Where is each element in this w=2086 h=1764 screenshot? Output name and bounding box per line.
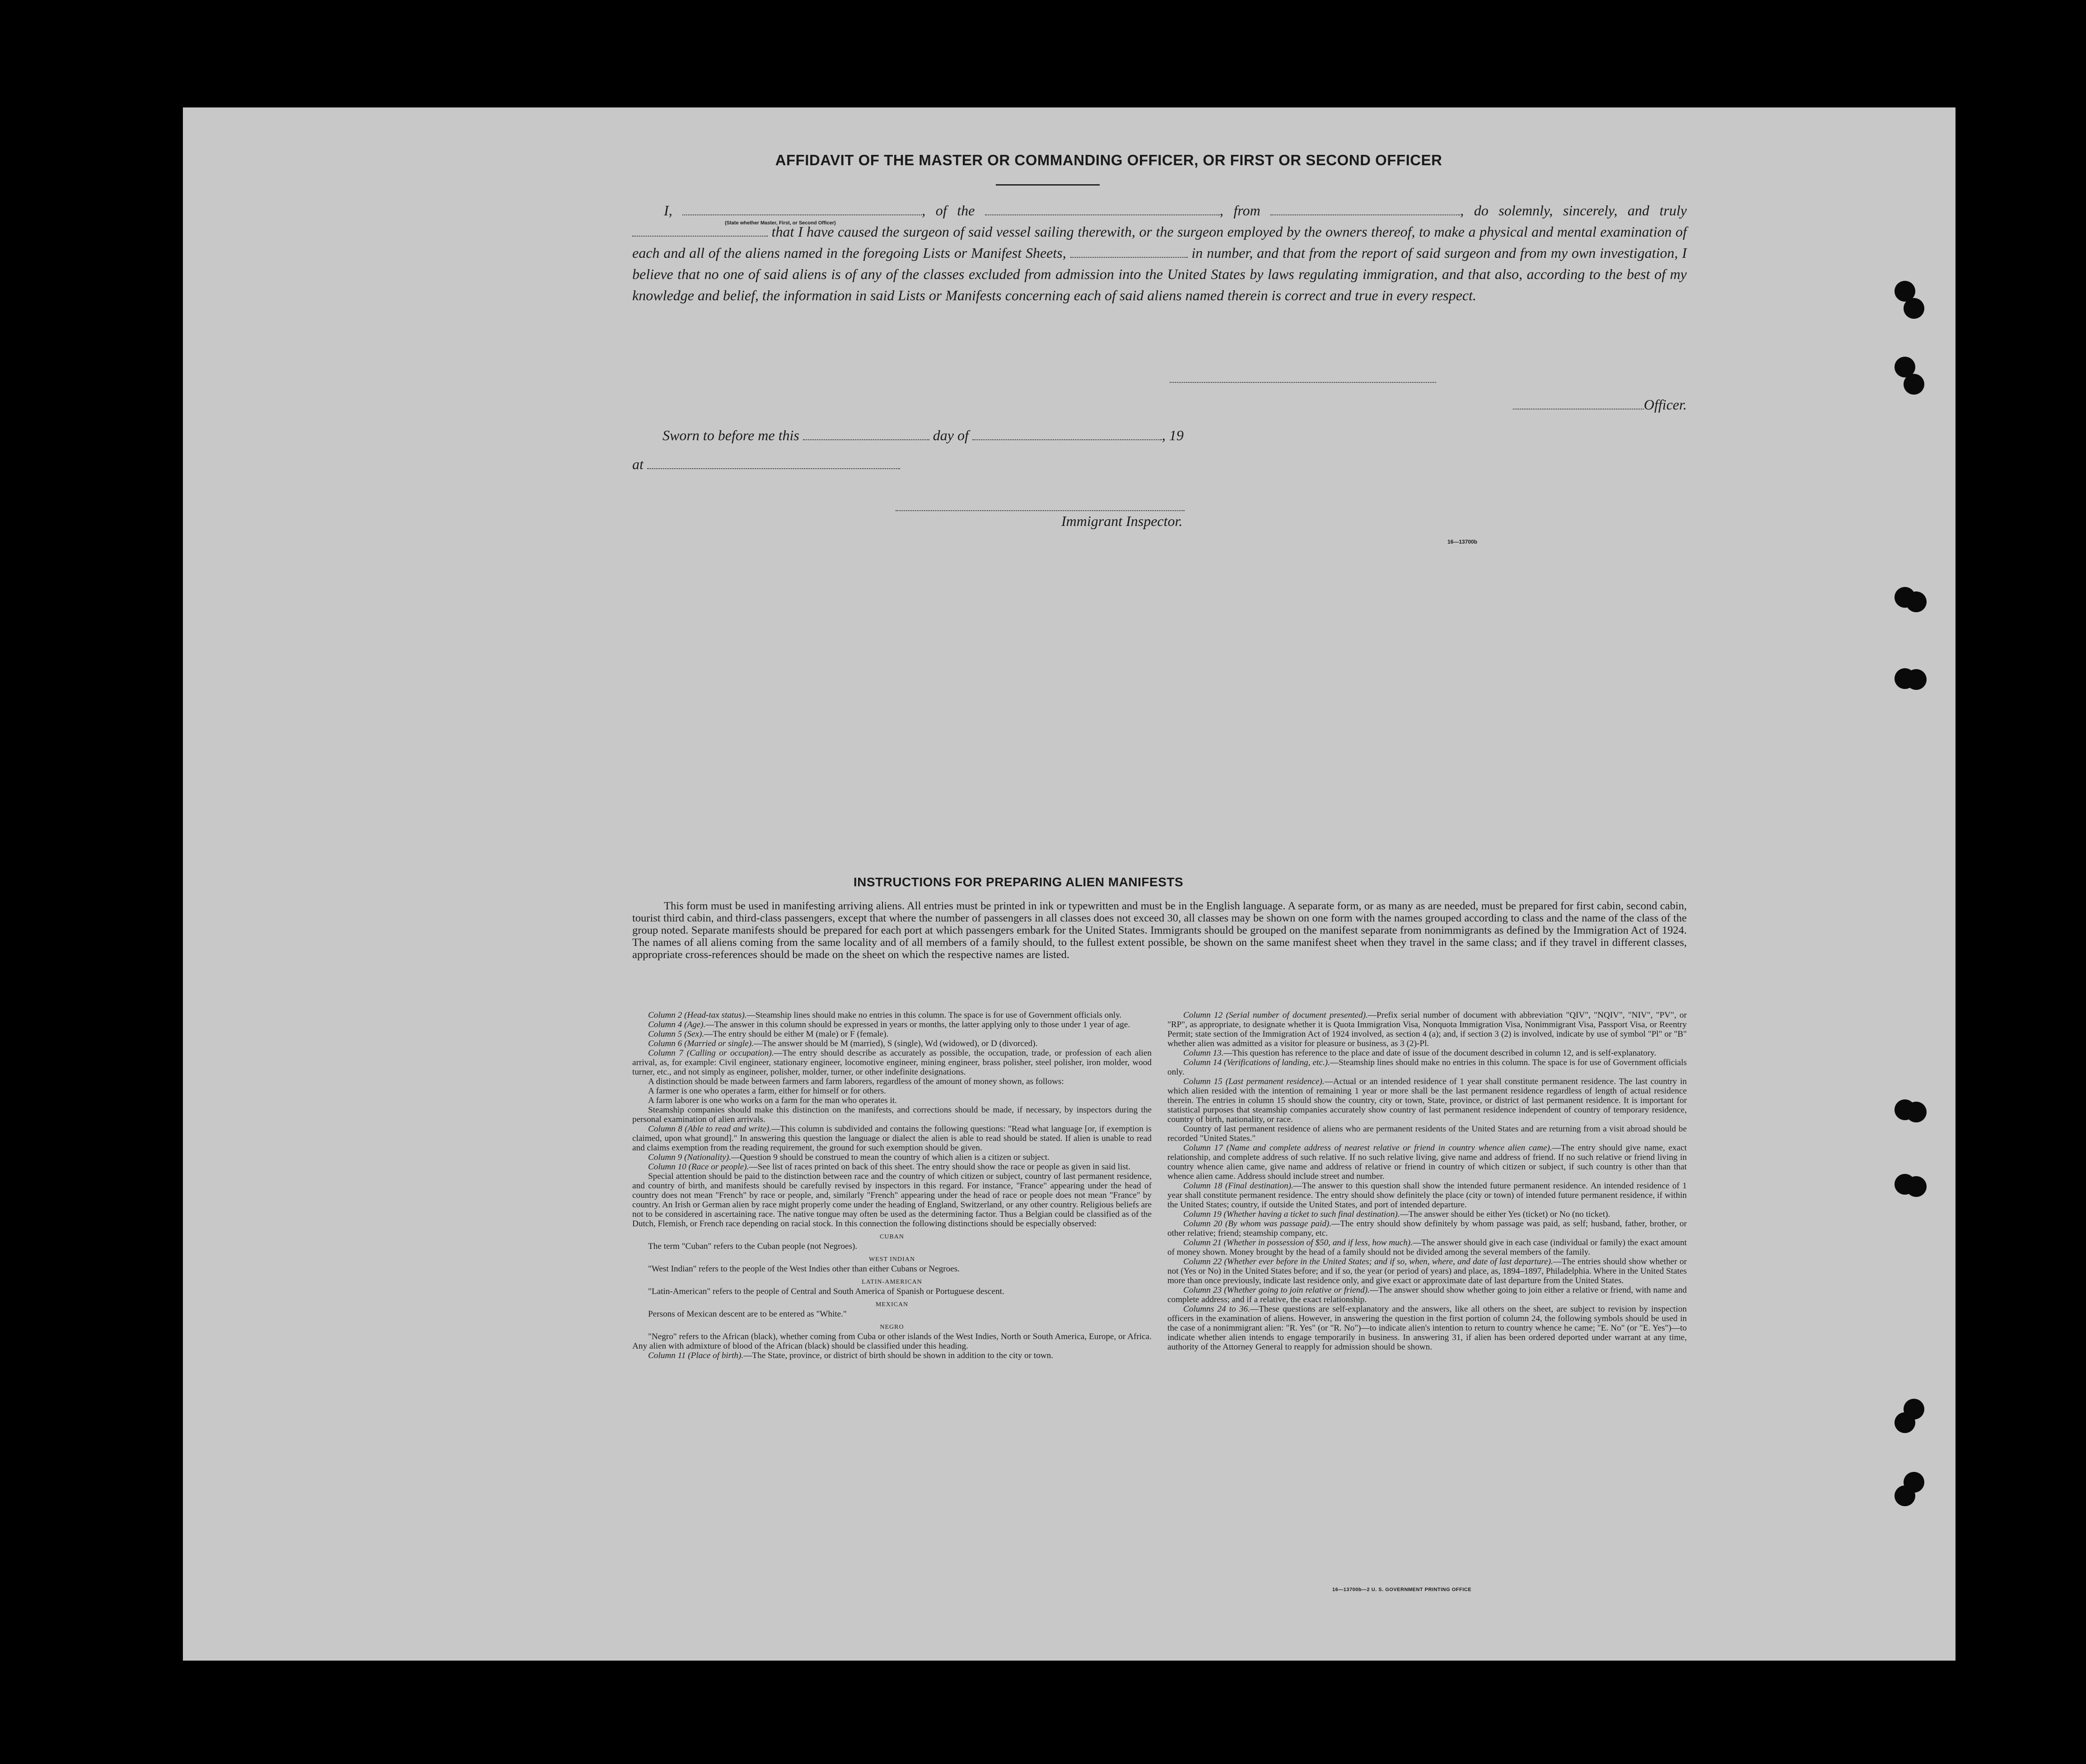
punch-hole [1906, 669, 1927, 690]
sworn-label: Sworn to before me this [663, 427, 799, 443]
affidavit-title: AFFIDAVIT OF THE MASTER OR COMMANDING OFFICER, OR FIRST OR SECOND OFFICER [775, 152, 1442, 168]
distinction-paragraph: A distinction should be made between farmers and farm laborers, regardless of the amount of money shown, as follows: [648, 1077, 1064, 1086]
column-22-entry: Column 22 (Whether ever before in the United States; and if so, when, where, and date of last departure).—The entries should show whether or not (Yes or No) in the United States before; and if so, the year (or period of years) and place, as, 1894–1897, Philadelphia. Where in the United States more than once previously, indicate last residence only, and give exact or approximate date of last departure from the United States. [1167, 1257, 1687, 1285]
column-19-entry: Column 19 (Whether having a ticket to such final destination).—The answer should be either Yes (ticket) or No (no ticket). [1183, 1210, 1610, 1219]
cuban-definition: The term "Cuban" refers to the Cuban people (not Negroes). [648, 1242, 858, 1251]
punch-hole [1906, 591, 1927, 612]
officer-name-blank[interactable] [682, 203, 922, 215]
signature-line[interactable] [1170, 382, 1436, 383]
column-6-entry: Column 6 (Married or single).—The answer should be M (married), S (single), Wd (widowed), or D (divorced). [648, 1039, 1038, 1048]
day-of-label: day of [933, 427, 969, 443]
steamship-paragraph: Steamship companies should make this distinction on the manifests, and corrections should be made, if necessary, by inspectors during the personal examination of alien arrivals. [632, 1105, 1152, 1124]
rank-blank[interactable] [632, 224, 768, 237]
instructions-title: INSTRUCTIONS FOR PREPARING ALIEN MANIFESTS [853, 875, 1184, 889]
punch-hole [1906, 1102, 1927, 1122]
heading-latin-american: LATIN-AMERICAN [862, 1279, 922, 1285]
column-4-entry: Column 4 (Age).—The answer in this column should be expressed in years or months, the latter applying only to those under 1 year of age. [648, 1020, 1130, 1029]
affidavit-word-i: I, [664, 202, 672, 219]
column-18-entry: Column 18 (Final destination).—The answer to this question shall show the intended future permanent residence. An intended residence of 1 year shall constitute permanent residence. The entry should show definitely the place (city or town) of intended future permanent residence, if within the United States; country, if outside the United States, and port of intended departure. [1167, 1181, 1687, 1210]
column-21-entry: Column 21 (Whether in possession of $50, and if less, how much).—The answer should give in each case (individual or family) the exact amount of money shown. Money brought by the head of a family should not be divided among the several members of the family. [1167, 1238, 1687, 1257]
vessel-name-blank[interactable] [985, 203, 1220, 215]
column-8-entry: Column 8 (Able to read and write).—This column is subdivided and contains the following questions: "Read what language [or, if exemption is claimed, upon what ground]." In answering this question the language or dialect the alien is able to read should be stated. If alien is unable to read and claims exemption from the reading requirement, the ground for such exemption should be given. [632, 1124, 1152, 1153]
affidavit-text-surgeon: that I have caused the surgeon of said vessel sailing therewith, or the surgeon employed by the owners thereof, to make a physical and mental examination of each and all of the aliens named in the foregoing Lists or Manifest Sheets, [632, 223, 1687, 261]
affidavit-word-do: , do [1460, 202, 1489, 219]
latin-american-definition: "Latin-American" refers to the people of Central and South America of Spanish or Portuguese descent. [648, 1287, 1004, 1296]
alien-count-blank[interactable] [1070, 245, 1188, 258]
column-5-entry: Column 5 (Sex).—The entry should be either M (male) or F (female). [648, 1029, 889, 1039]
column-7-entry: Column 7 (Calling or occupation).—The entry should describe as accurately as possible, the occupation, trade, or profession of each alien arrival, as, for example: Civil engineer, stationary engineer, locomotive engineer, mining engineer, brass polisher, steel polisher, iron molder, wood turner, etc., and not simply as engineer, polisher, molder, turner, or other indefinite designations. [632, 1048, 1152, 1077]
sworn-row [663, 427, 1475, 444]
form-number: 16—13700b [1447, 539, 1478, 545]
farmer-paragraph: A farmer is one who operates a farm, either for himself or for others. [648, 1086, 886, 1096]
heading-cuban: CUBAN [879, 1233, 904, 1240]
farm-laborer-paragraph: A farm laborer is one who works on a farm for the man who operates it. [648, 1096, 897, 1105]
country-residence-paragraph: Country of last permanent residence of aliens who are permanent residents of the United States and are returning from a visit abroad should be recorded "United States." [1167, 1124, 1687, 1143]
intro-paragraph: This form must be used in manifesting arriving aliens. All entries must be printed in ink or typewritten and must be in the English language. A separate form, or as many as are needed, must be prepared for first cabin, second cabin, tourist third cabin, and third-class passengers, except that where the number of passengers in all classes does not exceed 30, all classes may be shown on one form with the names grouped according to class and the name of the class of the group noted. Separate manifests should be prepared for each port at which passengers embark for the United States. Immigrants should be grouped on the manifest separate from nonimmigrants as defined by the Immigration Act of 1924. The names of all aliens coming from the same locality and of all members of a family should, to the fullest extent possible, be shown on the same manifest sheet when they travel in the same class; and if they travel in different classes, appropriate cross-references should be made on the sheet on which the respective names are listed. [632, 900, 1687, 961]
negro-definition: "Negro" refers to the African (black), whether coming from Cuba or other islands of the West Indies, North or South America, Europe, or Africa. Any alien with admixture of blood of the African (black) should be classified under this heading. [632, 1332, 1152, 1351]
year-label: , 19 [1162, 427, 1184, 443]
column-12-entry: Column 12 (Serial number of document presented).—Prefix serial number of document with abbreviation "QIV", "NQIV", "NIV", "PV", or "RP", as appropriate, to designate whether it is Quota Immigration Visa, Nonquota Immigration Visa, Nonimmigrant Visa, Passport Visa, or Reentry Permit; state section of the Immigration Act of 1924 involved, as section 4 (a); and, if section 3 (2) is involved, indicate by use of symbol "Pl" or "B" whether alien was admitted as a visitor for pleasure or business, as 3 (2)-Pl. [1167, 1010, 1687, 1048]
port-from-blank[interactable] [1270, 203, 1460, 215]
affidavit-text-conclusion: in number, and that from the report of said surgeon and from my own investigation, I believe that no one of said aliens is of any of the classes excluded from admission into the United States by laws regulating immigration, and that also, according to the best of my knowledge and belief, the information in said Lists or Manifests concerning each of said aliens named therein is correct and true in every respect. [632, 245, 1687, 303]
officer-row [1323, 396, 1687, 413]
instructions-intro [632, 900, 1687, 961]
heading-negro: NEGRO [880, 1324, 904, 1331]
sworn-month-blank[interactable] [972, 428, 1162, 440]
west-indian-definition: "West Indian" refers to the people of the West Indies other than either Cubans or Negroes. [648, 1264, 960, 1274]
column-9-entry: Column 9 (Nationality).—Question 9 should be construed to mean the country of which alien is a citizen or subject. [648, 1153, 1050, 1162]
document-sheet [183, 107, 1955, 1661]
column-14-entry: Column 14 (Verifications of landing, etc.).—Steamship lines should make no entries in this column. The space is for use of Government officials only. [1167, 1058, 1687, 1077]
instructions-right-column [1167, 1010, 1687, 1352]
sworn-day-blank[interactable] [803, 428, 929, 440]
sworn-place-blank[interactable] [647, 456, 900, 469]
heading-west-indian: WEST INDIAN [868, 1256, 915, 1263]
column-15-entry: Column 15 (Last permanent residence).—Actual or an intended residence of 1 year shall constitute permanent residence. The last country in which alien resided with the intention of remaining 1 year or more shall be the last permanent residence regardless of length of actual residence therein. The entries in column 15 should show the country, city or town, State, province, or district of last permanent residence. It is important for statistical purposes that steamship companies accurately show country of last permanent residence independent of country of temporary residence, country of birth, nationality, or race. [1167, 1077, 1687, 1124]
column-23-entry: Column 23 (Whether going to join relative or friend).—The answer should show whether going to join either a relative or friend, with name and complete address; and if a relative, the exact relationship. [1167, 1285, 1687, 1304]
mexican-definition: Persons of Mexican descent are to be entered as "White." [648, 1309, 847, 1319]
column-10-entry: Column 10 (Race or people).—See list of races printed on back of this sheet. The entry should show the race or people as given in said list. [648, 1162, 1131, 1172]
inspector-signature-line[interactable] [896, 510, 1185, 511]
officer-title-blank[interactable] [1513, 397, 1644, 410]
column-11-entry: Column 11 (Place of birth).—The State, province, or district of birth should be shown in addition to the city or town. [648, 1351, 1054, 1360]
title-underline [996, 184, 1100, 186]
punch-hole [1904, 298, 1924, 319]
column-13-entry: Column 13.—This question has reference to the place and date of issue of the document described in column 12, and is self-explanatory. [1183, 1048, 1657, 1058]
punch-hole [1904, 374, 1924, 395]
punch-hole [1895, 1412, 1915, 1433]
inspector-label: Immigrant Inspector. [1061, 513, 1183, 529]
officer-label: Officer. [1643, 396, 1687, 413]
footer-form-number: 16—13700b—2 U. S. GOVERNMENT PRINTING OFFICE [1332, 1587, 1472, 1592]
affidavit-word-of-the: , of the [922, 202, 975, 219]
instructions-left-column [632, 1010, 1152, 1360]
at-row [632, 456, 994, 473]
punch-hole [1906, 1176, 1927, 1197]
affidavit-word-solemnly: solemnly, sincerely, and truly [1498, 202, 1687, 219]
column-20-entry: Column 20 (By whom was passage paid).—The entry should show definitely by whom passage was paid, as self; husband, father, brother, or other relative; friend; steamship company, etc. [1167, 1219, 1687, 1238]
column-2-entry: Column 2 (Head-tax status).—Steamship lines should make no entries in this column. The space is for use of Government officials only. [648, 1010, 1122, 1020]
rank-caption: (State whether Master, First, or Second Officer) [725, 220, 836, 226]
at-label: at [632, 456, 644, 472]
heading-mexican: MEXICAN [875, 1301, 909, 1308]
race-distinction-paragraph: Special attention should be paid to the distinction between race and the country of which citizen or subject, country of last permanent residence, and country of birth, and manifests should be carefully revised by inspectors in this regard. For instance, "France" appearing under the head of country does not mean "French" by race or people, and, similarly "French" appearing under the head of race or people does not mean "France" by country. An Irish or German alien by race might properly come under the heading of England, Switzerland, or any other country. Religious beliefs are not to be considered in ascertaining race. The native tongue may often be used as the determining factor. Thus a Belgian could be classified as of the Dutch, Flemish, or French race depending on racial stock. In this connection the following distinctions should be especially observed: [632, 1172, 1152, 1229]
affidavit-body [632, 200, 1687, 306]
affidavit-word-from: , from [1219, 202, 1260, 219]
columns-24-36-entry: Columns 24 to 36.—These questions are self-explanatory and the answers, like all others on the sheet, are subject to revision by inspection officers in the examination of aliens. However, in answering the question in the first portion of column 24, the following symbols should be used in the case of a nonimmigrant alien: "R. Yes" (or "R. No")—to indicate alien's intention to return to country whence he came; "E. No" (or "E. Yes")—to indicate whether alien intends to engage temporarily in business. In answering 31, if alien has been ordered deported under warrant at any time, authority of the Attorney General to reapply for admission should be shown. [1167, 1304, 1687, 1352]
punch-hole [1895, 1485, 1915, 1506]
column-17-entry: Column 17 (Name and complete address of nearest relative or friend in country whence alien came).—The entry should give name, exact relationship, and complete address of such relative. If no such relative living, give name and address of friend. If no such relative or friend living in country whence alien came, give name and address of relative or friend in country of which citizen or subject, if such country is other than that whence alien came. Address should include street and number. [1167, 1143, 1687, 1181]
